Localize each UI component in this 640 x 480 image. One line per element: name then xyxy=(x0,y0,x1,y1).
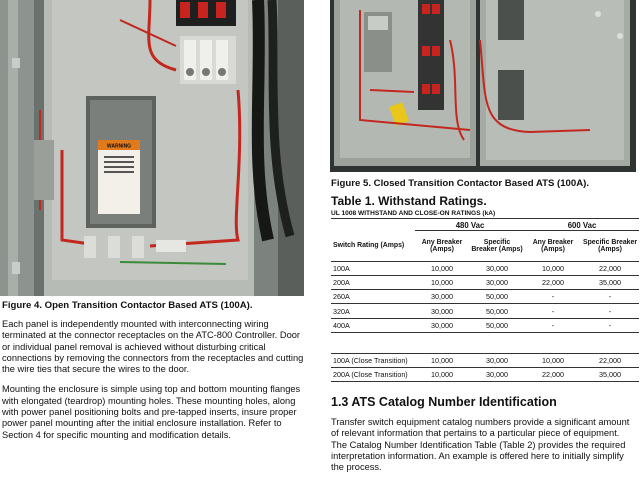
section-body-text: Transfer switch equipment catalog numbers provide a significant amount of relevant information that pertains to a particular piece of equipment. The Catalog Number Identification Table (Table 2) provides the required interpretation information. An example is offered here to initially simplify the process. xyxy=(331,417,630,473)
table-cell: 30,000 xyxy=(469,368,525,382)
closed-transition-ats-image xyxy=(330,0,636,172)
table-cell: - xyxy=(525,304,581,318)
table-cell: 10,000 xyxy=(415,368,469,382)
table-1-subtitle: UL 1008 WITHSTAND AND CLOSE-ON RATINGS (kA) xyxy=(331,210,639,219)
table-row xyxy=(331,318,639,332)
table-cell: 22,000 xyxy=(581,353,639,367)
group-header-480: 480 Vac xyxy=(415,222,525,231)
column-header: Specific Breaker (Amps) xyxy=(469,231,525,262)
table-cell: - xyxy=(525,290,581,304)
column-header: Switch Rating (Amps) xyxy=(331,231,415,262)
table-cell xyxy=(469,332,525,353)
table-cell: 22,000 xyxy=(525,276,581,290)
table-cell xyxy=(415,332,469,353)
table-cell: 50,000 xyxy=(469,304,525,318)
table-row xyxy=(331,368,639,382)
table-cell: 22,000 xyxy=(525,368,581,382)
table-cell: 30,000 xyxy=(469,276,525,290)
table-1-title: Table 1. Withstand Ratings. xyxy=(331,194,487,208)
warning-label-text: WARNING xyxy=(106,143,132,150)
figure-5-caption: Figure 5. Closed Transition Contactor Based ATS (100A). xyxy=(331,178,590,189)
figure-4-photo xyxy=(0,0,304,296)
table-cell: - xyxy=(581,318,639,332)
left-body-text xyxy=(2,319,304,450)
withstand-ratings-table xyxy=(331,222,639,382)
table-cell: 35,000 xyxy=(581,368,639,382)
table-cell: 30,000 xyxy=(469,353,525,367)
table-row xyxy=(331,304,639,318)
paragraph-1: Each panel is independently mounted with interconnecting wiring terminated at the connector receptacles on the ATC-800 Controller. Door or individual panel removal is achieved without disturbing critical connections by removing the connectors from the receptacles and cutting the wire ties that secure the wires to the door. xyxy=(2,319,304,375)
table-cell: 100A xyxy=(331,261,415,275)
table-cell: 200A xyxy=(331,276,415,290)
table-cell: 260A xyxy=(331,290,415,304)
column-header: Specific Breaker (Amps) xyxy=(581,231,639,262)
table-cell: 10,000 xyxy=(415,261,469,275)
table-cell: 30,000 xyxy=(415,290,469,304)
table-cell: 10,000 xyxy=(525,353,581,367)
table-cell: 100A (Close Transition) xyxy=(331,353,415,367)
table-cell xyxy=(581,332,639,353)
table-cell xyxy=(331,332,415,353)
column-header: Any Breaker (Amps) xyxy=(525,231,581,262)
table-cell: 10,000 xyxy=(525,261,581,275)
paragraph-2: Mounting the enclosure is simple using top and bottom mounting flanges with elongated (teardrop) mounting holes. These mounting holes, along with power panel positioning bolts and pre-tapped inserts, insure proper power panel mounting after the initial enclosure installation. Refer to Section 4 for specific mounting and modification details. xyxy=(2,384,301,440)
table-cell: - xyxy=(581,304,639,318)
section-title: 1.3 ATS Catalog Number Identification xyxy=(331,395,557,409)
table-cell: 30,000 xyxy=(469,261,525,275)
table-row xyxy=(331,276,639,290)
table-cell: - xyxy=(525,318,581,332)
table-row-spacer xyxy=(331,332,639,353)
table-cell: 10,000 xyxy=(415,353,469,367)
table-row xyxy=(331,353,639,367)
table-cell: 22,000 xyxy=(581,261,639,275)
open-transition-ats-image xyxy=(0,0,304,296)
group-header-600: 600 Vac xyxy=(525,222,639,231)
table-cell: 50,000 xyxy=(469,290,525,304)
table-cell: 30,000 xyxy=(415,318,469,332)
table-cell xyxy=(525,332,581,353)
table-cell: 10,000 xyxy=(415,276,469,290)
table-row xyxy=(331,261,639,275)
table-cell: 35,000 xyxy=(581,276,639,290)
table-cell: 320A xyxy=(331,304,415,318)
figure-4-caption: Figure 4. Open Transition Contactor Based ATS (100A). xyxy=(2,300,253,311)
column-header: Any Breaker (Amps) xyxy=(415,231,469,262)
table-cell: 200A (Close Transition) xyxy=(331,368,415,382)
table-row xyxy=(331,290,639,304)
table-cell: 50,000 xyxy=(469,318,525,332)
table-cell: 400A xyxy=(331,318,415,332)
figure-5-photo xyxy=(330,0,636,172)
table-cell: 30,000 xyxy=(415,304,469,318)
table-cell: - xyxy=(581,290,639,304)
